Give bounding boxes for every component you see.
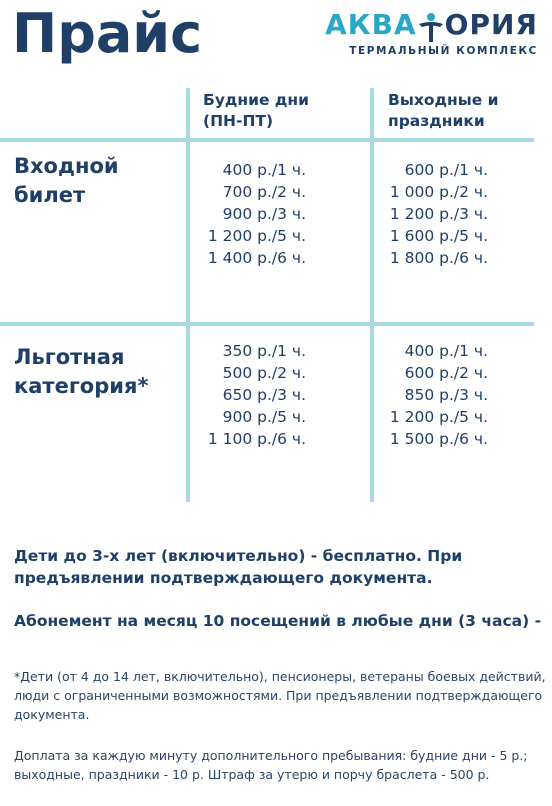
- prices-discount-weekday: [208, 340, 306, 450]
- price-cell: 1 200 р./5 ч.: [389, 408, 488, 426]
- prices-entry-weekend: [390, 159, 488, 269]
- prices-entry-weekday: [208, 159, 306, 269]
- extra-charges-note: Доплата за каждую минуту дополнительного пребывания: будние дни - 5 р.; выходные, праздники - 10 р. Штраф за утерю и порчу браслета - 500 р.: [14, 748, 528, 782]
- price-cell: 400 р./1 ч.: [222, 161, 306, 179]
- table-divider-horizontal-2: [0, 322, 534, 326]
- category-entry-ticket: Входной билет: [14, 154, 119, 207]
- price-cell: 1 500 р./6 ч.: [389, 430, 488, 448]
- price-cell: 1 100 р./6 ч.: [207, 430, 306, 448]
- prices-discount-weekend: [390, 340, 488, 450]
- price-cell: 1 800 р./6 ч.: [389, 249, 488, 267]
- price-cell: 1 400 р./6 ч.: [207, 249, 306, 267]
- price-cell: 1 200 р./5 ч.: [207, 227, 306, 245]
- table-divider-vertical-1: [186, 88, 190, 502]
- price-cell: 600 р./1 ч.: [404, 161, 488, 179]
- category-discount: Льготная категория*: [14, 345, 149, 398]
- column-header-weekdays: Будние дни (ПН-ПТ): [203, 91, 310, 130]
- price-cell: 400 р./1 ч.: [404, 342, 488, 360]
- price-cell: 1 200 р./3 ч.: [389, 205, 488, 223]
- children-note: Дети до 3-х лет (включительно) - бесплатно. При предъявлении подтверждающего документа.: [14, 547, 463, 587]
- table-divider-horizontal-1: [0, 138, 534, 142]
- swimmer-icon: [418, 12, 444, 42]
- logo-part2: ОРИЯ: [444, 8, 538, 41]
- logo-part1: АКВА: [325, 8, 417, 41]
- subscription-note: Абонемент на месяц 10 посещений в любые дни (3 часа) -: [14, 612, 542, 630]
- price-cell: 900 р./5 ч.: [222, 408, 306, 426]
- price-cell: 600 р./2 ч.: [404, 364, 488, 382]
- price-cell: 500 р./2 ч.: [222, 364, 306, 382]
- price-cell: 350 р./1 ч.: [222, 342, 306, 360]
- logo: [325, 8, 538, 57]
- price-cell: 1 600 р./5 ч.: [389, 227, 488, 245]
- logo-wordmark: [325, 8, 538, 42]
- table-divider-vertical-2: [370, 88, 374, 502]
- price-cell: 700 р./2 ч.: [222, 183, 306, 201]
- page-title: Прайс: [12, 2, 203, 65]
- price-cell: 1 000 р./2 ч.: [389, 183, 488, 201]
- column-header-weekends: Выходные и праздники: [388, 91, 499, 130]
- footnote: *Дети (от 4 до 14 лет, включительно), пенсионеры, ветераны боевых действий, люди с ограниченными возможностями. При предъявлении подтверждающего документа.: [14, 669, 546, 722]
- price-cell: 650 р./3 ч.: [222, 386, 306, 404]
- logo-subtitle: ТЕРМАЛЬНЫЙ КОМПЛЕКС: [349, 45, 538, 57]
- price-cell: 900 р./3 ч.: [222, 205, 306, 223]
- price-cell: 850 р./3 ч.: [404, 386, 488, 404]
